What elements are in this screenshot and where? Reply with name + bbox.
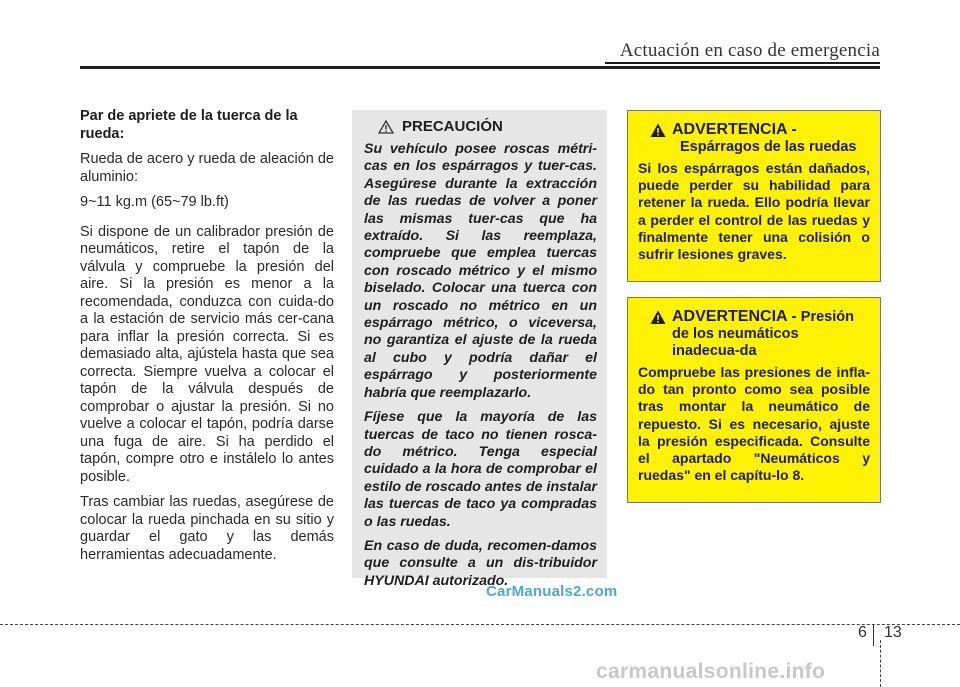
warning-triangle-filled-icon [650, 310, 666, 325]
header-rule [80, 66, 880, 69]
warning-triangle-filled-icon [650, 123, 666, 138]
footer-rule [0, 624, 960, 625]
torque-value-text: 9~11 kg.m (65~79 lb.ft) [80, 194, 229, 210]
warning-triangle-outline-icon [378, 120, 394, 134]
chapter-number: 6 [858, 624, 867, 641]
caution-paragraph: En caso de duda, recomen-damos que consulte a un dis-tribuidor HYUNDAI autorizado. [364, 537, 597, 589]
torque-subhead: Par de apriete de la tuerca de la rueda: [80, 108, 298, 142]
page-number-divider [873, 624, 874, 646]
warning-keyword: ADVERTENCIA - [672, 121, 797, 138]
after-change-text: Tras cambiar las ruedas, asegúrese de colocar la rueda pinchada en su sitio y guardar el gato y las demás herramientas adecuadamente. [80, 494, 334, 563]
wheel-type-text: Rueda de acero y rueda de aleación de aluminio: [80, 151, 334, 185]
warning-body: Si los espárragos están dañados, puede perder su habilidad para retener la rueda. Ello podría llevar a perder el control de las ruedas y finalmente tener una colisión o sufrir lesiones graves. [638, 160, 870, 263]
footer-site-watermark: carmanualsonline.info [596, 660, 826, 683]
warning-header [638, 121, 870, 156]
caution-box [352, 110, 607, 589]
page-header-title: Actuación en caso de emergencia [619, 40, 880, 61]
pressure-check-text: Si dispone de un calibrador presión de neumáticos, retire el tapón de la válvula y compruebe la presión del aire. Si la presión es menor a la recomendada, conduzca con cuida-do a la estación de servicio más cer-cana para inflar la presión correcta. Si es demasiado alta, ajústela hasta que sea correcta. Siempre vuelva a colocar el tapón de la válvula después de comprobar o ajustar la presión. Si no vuelve a colocar el tapón, podría darse una fuga de aire. Si ha perdido el tapón, compre otro e instálelo lo antes posible. [80, 223, 334, 485]
caution-title: PRECAUCIÓN [402, 118, 503, 135]
warning-keyword: ADVERTENCIA - [672, 308, 797, 325]
left-column [80, 107, 334, 572]
warning-box-wheel-studs [627, 110, 881, 282]
warning-subtitle-inline: Presión [800, 309, 854, 325]
warning-header [638, 308, 870, 360]
page-number: 13 [884, 624, 902, 641]
caution-header [364, 118, 597, 135]
warning-subtitle: de los neumáticos inadecua-da [672, 326, 799, 359]
header-rule-accent [605, 62, 880, 64]
warning-body: Compruebe las presiones de infla-do tan pronto como sea posible tras montar la neumático de repuesto. Si es necesario, ajuste la presión especificada. Consulte el apartado "Neumáticos y ruedas" en el capítu-lo 8. [638, 364, 870, 484]
warning-subtitle: Espárragos de las ruedas [680, 139, 857, 155]
carmanuals-watermark-link[interactable]: CarManuals2.com [486, 583, 618, 600]
caution-paragraph: Su vehículo posee roscas métri-cas en los espárragos y tuer-cas. Asegúrese durante la extracción de las ruedas de volver a poner las mismas tuer-cas que ha extraído. Si las reemplaza, compruebe que emplea tuercas con roscado métrico y el mismo biselado. Colocar una tuerca con un roscado no métrico en un espárrago métrico, o viceversa, no garantiza el ajuste de la rueda al cubo y podría dañar el espárrago y posteriormente habría que reemplazarlo. [364, 141, 597, 401]
caution-paragraph: Fíjese que la mayoría de las tuercas de taco no tienen rosca-do métrico. Tenga especial cuidado a la hora de comprobar el estilo de roscado antes de instalar las tuercas de taco ya compradas o las ruedas. [364, 409, 597, 530]
warning-box-tire-pressure [627, 297, 881, 503]
footer-vertical-rule [880, 640, 881, 687]
